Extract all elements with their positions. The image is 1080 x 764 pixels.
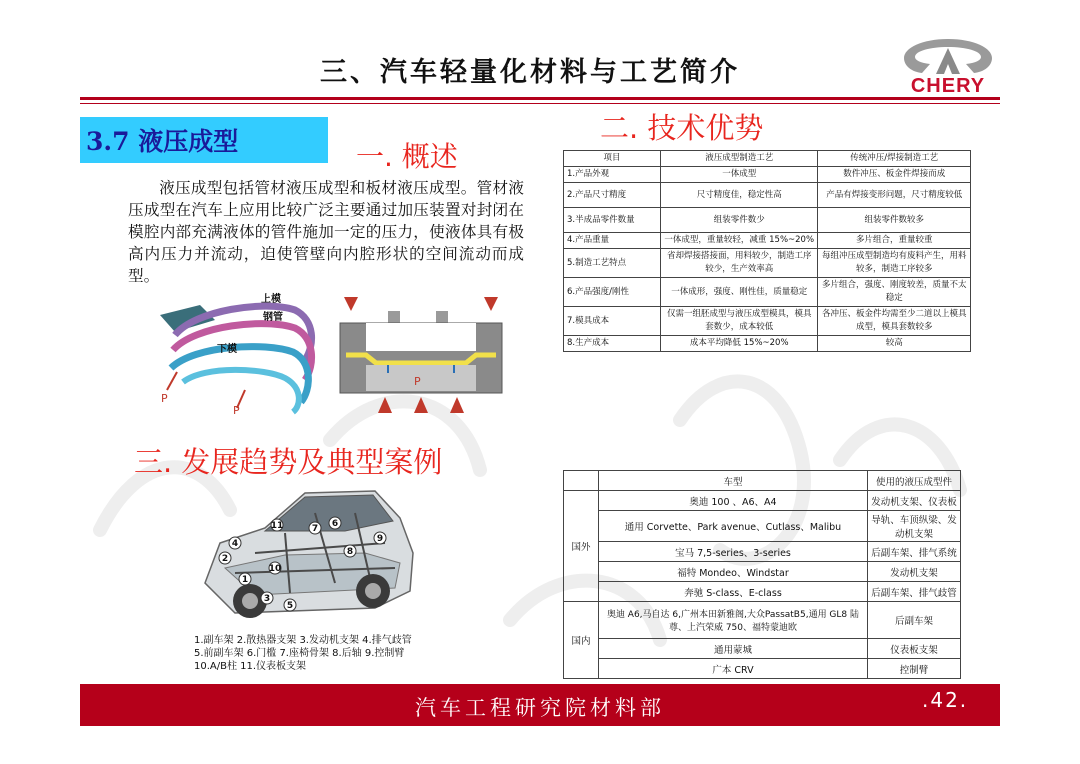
car-number: 2 xyxy=(221,554,229,564)
table-cell: 控制臂 xyxy=(867,659,960,679)
table-cell: 组装零件数少 xyxy=(661,208,818,233)
table-cell: 发动机支架 xyxy=(867,562,960,582)
table-cell: 导轨、车顶纵梁、发动机支架 xyxy=(867,511,960,542)
car-number: 4 xyxy=(231,539,239,549)
upper-die-label: 上模 xyxy=(261,294,281,305)
arrow-down-left xyxy=(344,297,358,311)
table-cell: 后副车架 xyxy=(867,602,960,639)
table-cell: 成本平均降低 15%~20% xyxy=(661,336,818,352)
table-cell: 组装零件数较多 xyxy=(818,208,971,233)
tube-label: 钢管 xyxy=(263,312,283,323)
table-cell: 奔驰 S-class、E-class xyxy=(599,582,868,602)
legend-line: 5.前副车架 6.门槛 7.座椅骨架 8.后轴 9.控制臂 xyxy=(194,648,405,659)
die-cross-section-figure xyxy=(336,293,506,415)
table-row xyxy=(564,582,961,602)
table-cell: 2.产品尺寸精度 xyxy=(564,183,661,208)
pressure-label-right: P xyxy=(233,404,240,415)
table-cell: 通用蒙城 xyxy=(599,639,868,659)
table-cell: 仅需一组胚成型与液压成型模具，模具套数少，成本较低 xyxy=(661,307,818,336)
page-title: 三、汽车轻量化材料与工艺简介 xyxy=(320,57,740,88)
table-cell: 广本 CRV xyxy=(599,659,868,679)
page-number: .42. xyxy=(922,688,969,712)
car-number: 6 xyxy=(331,519,339,529)
table-row xyxy=(564,249,971,278)
region-domestic: 国内 xyxy=(564,602,599,679)
table-cell: 多片组合，强度、刚度较差，质量不太稳定 xyxy=(818,278,971,307)
table-row xyxy=(564,491,961,511)
table-cell: 后副车架、排气系统 xyxy=(867,542,960,562)
arrow-up-1 xyxy=(378,397,392,413)
footer-department: 汽车工程研究院材料部 xyxy=(415,696,665,720)
table-cell: 多片组合，重量较重 xyxy=(818,233,971,249)
table-row xyxy=(564,511,961,542)
table-row xyxy=(564,183,971,208)
table-cell: 发动机支架、仪表板 xyxy=(867,491,960,511)
table-cell: 奥迪 A6,马自达 6,广州本田新雅阁,大众PassatB5,通用 GL8 陆尊、上汽荣威 750、福特蒙迪欧 xyxy=(599,602,868,639)
car-number: 11 xyxy=(270,521,284,531)
table-cell: 奥迪 100 、A6、A4 xyxy=(599,491,868,511)
table-cell: 后副车架、排气歧管 xyxy=(867,582,960,602)
region-foreign: 国外 xyxy=(564,491,599,602)
advantages-header-row xyxy=(564,151,971,167)
advantages-heading: 二. 技术优势 xyxy=(600,111,764,145)
table-cell: 一体成型，重量较轻，减重 15%~20% xyxy=(661,233,818,249)
table-cell: 4.产品重量 xyxy=(564,233,661,249)
car-cutaway-figure xyxy=(195,473,420,633)
trends-heading: 三. 发展趋势及典型案例 xyxy=(134,445,443,479)
table-cell: 福特 Mondeo、Windstar xyxy=(599,562,868,582)
header-rule-bottom xyxy=(80,103,1000,104)
table-cell: 宝马 7,5-series、3-series xyxy=(599,542,868,562)
table-cell: 7.模具成本 xyxy=(564,307,661,336)
chery-logo-text: CHERY xyxy=(910,75,986,97)
table-cell: 数件冲压、板金件焊接而成 xyxy=(818,167,971,183)
table-cell: 3.半成品零件数量 xyxy=(564,208,661,233)
table-row xyxy=(564,233,971,249)
overview-paragraph: 液压成型包括管材液压成型和板材液压成型。管材液压成型在汽车上应用比较广泛主要通过加压装置对封闭在模腔内部充满液体的管件施加一定的压力，使液体具有极高内压力并流动，迫使管壁向内腔形状的空间流动而成型。 xyxy=(128,179,524,285)
table-cell: 1.产品外观 xyxy=(564,167,661,183)
table-row xyxy=(564,562,961,582)
arrow-down-right xyxy=(484,297,498,311)
table-row xyxy=(564,639,961,659)
car-number: 3 xyxy=(263,594,271,604)
table-cell: 8.生产成本 xyxy=(564,336,661,352)
table-cell: 尺寸精度佳，稳定性高 xyxy=(661,183,818,208)
table-row xyxy=(564,167,971,183)
car-number: 9 xyxy=(376,534,384,544)
table-row xyxy=(564,208,971,233)
table-row xyxy=(564,659,961,679)
table-cell: 每组冲压成型制造均有废料产生，用料较多，制造工序较多 xyxy=(818,249,971,278)
section-title: 3.7 液压成型 xyxy=(86,127,239,156)
pressure-label-left: P xyxy=(161,392,168,405)
advantages-table xyxy=(563,150,971,352)
car-number: 8 xyxy=(346,547,354,557)
table-cell: 产品有焊接变形问题，尺寸精度较低 xyxy=(818,183,971,208)
lower-die-label: 下模 xyxy=(217,344,237,355)
cases-col-region xyxy=(564,471,599,491)
advantages-col-hydroforming: 液压成型制造工艺 xyxy=(661,151,818,167)
table-cell: 6.产品强度/刚性 xyxy=(564,278,661,307)
cases-header-row xyxy=(564,471,961,491)
table-cell: 省却焊接搭接面，用料较少，制造工序较少，生产效率高 xyxy=(661,249,818,278)
table-cell: 一体成型 xyxy=(661,167,818,183)
table-cell: 通用 Corvette、Park avenue、Cutlass、Malibu xyxy=(599,511,868,542)
arrow-up-3 xyxy=(450,397,464,413)
car-number: 1 xyxy=(241,575,249,585)
cases-col-model: 车型 xyxy=(599,471,868,491)
table-row xyxy=(564,602,961,639)
advantages-col-traditional: 传统冲压/焊接制造工艺 xyxy=(818,151,971,167)
car-number: 5 xyxy=(286,601,294,611)
arrow-up-2 xyxy=(414,397,428,413)
chery-logo-icon xyxy=(900,36,996,76)
cases-col-parts: 使用的液压成型件 xyxy=(867,471,960,491)
table-row xyxy=(564,307,971,336)
typical-cases-table xyxy=(563,470,961,679)
table-cell: 5.制造工艺特点 xyxy=(564,249,661,278)
advantages-col-item: 项目 xyxy=(564,151,661,167)
header-rule-top xyxy=(80,97,1000,100)
legend-line: 1.副车架 2.散热器支架 3.发动机支架 4.排气歧管 xyxy=(194,635,412,646)
table-cell: 一体成形，强度、刚性佳，质量稳定 xyxy=(661,278,818,307)
table-row xyxy=(564,278,971,307)
table-cell: 仪表板支架 xyxy=(867,639,960,659)
table-row xyxy=(564,336,971,352)
table-cell: 较高 xyxy=(818,336,971,352)
tube-hydroforming-figure xyxy=(155,290,325,415)
car-parts-legend xyxy=(194,634,464,673)
tube-bottom xyxy=(183,370,299,412)
car-number: 7 xyxy=(311,524,319,534)
table-cell: 各冲压、板金件均需至少二道以上模具成型，模具套数较多 xyxy=(818,307,971,336)
car-number: 10 xyxy=(268,564,282,574)
table-row xyxy=(564,542,961,562)
press-pressure-label: P xyxy=(414,375,421,388)
legend-line: 10.A/B柱 11.仪表板支架 xyxy=(194,661,307,672)
overview-heading: 一. 概述 xyxy=(356,140,458,173)
